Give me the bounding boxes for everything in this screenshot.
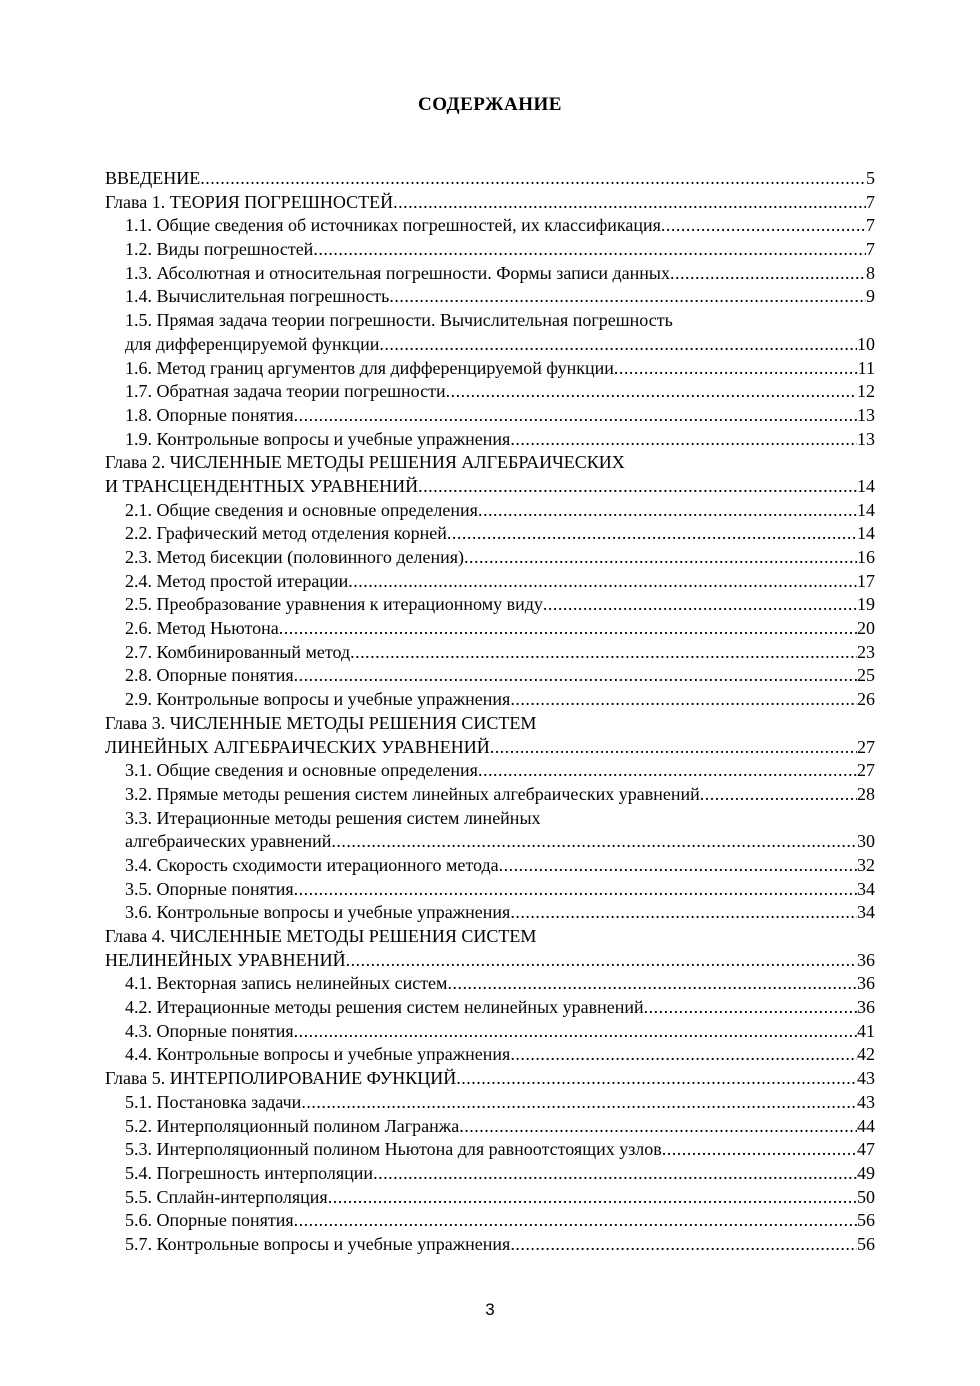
- toc-chapter-entry: [105, 451, 875, 475]
- toc-section-entry: [105, 1138, 875, 1162]
- toc-page-number: 7: [866, 215, 875, 236]
- toc-entry-title: 2.6. Метод Ньютона: [125, 618, 279, 639]
- toc-page-number: 27: [857, 736, 875, 757]
- toc-section-entry: [105, 570, 875, 594]
- toc-page-number: 36: [857, 949, 875, 970]
- toc-entry-title: 5.7. Контрольные вопросы и учебные упражнения: [125, 1233, 511, 1254]
- toc-entry-title: 2.7. Комбинированный метод: [125, 641, 351, 662]
- toc-section-entry: [105, 783, 875, 807]
- toc-page-number: 44: [857, 1115, 875, 1136]
- toc-entry-title: 4.2. Итерационные методы решения систем нелинейных уравнений: [125, 997, 644, 1018]
- toc-entry-title: для дифференцируемой функции: [125, 333, 380, 354]
- toc-section-entry: [105, 262, 875, 286]
- toc-leader-dots: [348, 570, 857, 594]
- toc-section-entry: [105, 830, 875, 854]
- toc-leader-dots: [670, 262, 866, 286]
- toc-page-number: 34: [857, 878, 875, 899]
- toc-section-entry: [105, 1186, 875, 1210]
- toc-page-number: 50: [857, 1186, 875, 1207]
- toc-section-entry: [105, 428, 875, 452]
- toc-page-number: 9: [866, 286, 875, 307]
- toc-leader-dots: [418, 475, 857, 499]
- toc-section-entry: [105, 380, 875, 404]
- toc-section-entry: [105, 901, 875, 925]
- toc-section-entry: [105, 214, 875, 238]
- toc-leader-dots: [510, 1233, 857, 1257]
- toc-leader-dots: [510, 428, 857, 452]
- toc-section-entry: [105, 664, 875, 688]
- toc-page-number: 42: [857, 1044, 875, 1065]
- toc-chapter-entry: [105, 191, 875, 215]
- page-number: 3: [485, 1300, 495, 1319]
- toc-leader-dots: [346, 949, 857, 973]
- toc-entry-title: 1.1. Общие сведения об источниках погрешностей, их классификация: [125, 215, 661, 236]
- toc-leader-dots: [447, 972, 857, 996]
- toc-page-number: 5: [866, 168, 875, 188]
- toc-entry-title: 1.6. Метод границ аргументов для дифференцируемой функции: [125, 357, 614, 378]
- toc-chapter-entry: [105, 1067, 875, 1091]
- toc-entry-title: 3.4. Скорость сходимости итерационного метода: [125, 854, 499, 875]
- toc-entry-title: 5.6. Опорные понятия: [125, 1210, 294, 1231]
- toc-entry-title: ВВЕДЕНИЕ: [105, 168, 201, 188]
- toc-entry-title: Глава 4. ЧИСЛЕННЫЕ МЕТОДЫ РЕШЕНИЯ СИСТЕМ: [105, 926, 537, 946]
- toc-entry-title: 5.3. Интерполяционный полином Ньютона для равноотстоящих узлов: [125, 1139, 662, 1160]
- toc-section-entry: [105, 1162, 875, 1186]
- toc-leader-dots: [499, 854, 857, 878]
- toc-leader-dots: [447, 522, 857, 546]
- toc-page-number: 47: [857, 1139, 875, 1160]
- toc-leader-dots: [200, 167, 866, 191]
- table-of-contents: [105, 167, 875, 1257]
- toc-page-number: 36: [857, 973, 875, 994]
- toc-chapter-entry: [105, 736, 875, 760]
- toc-leader-dots: [279, 617, 857, 641]
- toc-entry-title: Глава 1. ТЕОРИЯ ПОГРЕШНОСТЕЙ: [105, 191, 394, 212]
- toc-section-entry: [105, 1043, 875, 1067]
- toc-page-number: 43: [857, 1068, 875, 1089]
- toc-entry-title: Глава 2. ЧИСЛЕННЫЕ МЕТОДЫ РЕШЕНИЯ АЛГЕБРАИЧЕСКИХ: [105, 452, 625, 473]
- toc-entry-title: 1.9. Контрольные вопросы и учебные упражнения: [125, 428, 511, 449]
- toc-leader-dots: [478, 499, 857, 523]
- toc-entry-title: 5.1. Постановка задачи: [125, 1091, 302, 1112]
- toc-chapter-entry: [105, 475, 875, 499]
- toc-leader-dots: [644, 996, 857, 1020]
- toc-entry-title: 1.5. Прямая задача теории погрешности. Вычислительная погрешность: [125, 310, 673, 331]
- toc-leader-dots: [456, 1067, 857, 1091]
- toc-section-entry: [105, 1091, 875, 1115]
- toc-leader-dots: [490, 736, 857, 760]
- toc-entry-title: 5.4. Погрешность интерполяции: [125, 1162, 374, 1183]
- toc-section-entry: [105, 759, 875, 783]
- toc-entry-title: 2.3. Метод бисекции (половинного деления): [125, 547, 465, 567]
- toc-leader-dots: [393, 191, 866, 215]
- toc-entry-title: 1.3. Абсолютная и относительная погрешности. Формы записи данных: [125, 262, 670, 283]
- toc-leader-dots: [464, 546, 857, 570]
- toc-leader-dots: [379, 333, 857, 357]
- toc-page-number: 25: [857, 665, 875, 686]
- toc-leader-dots: [510, 688, 857, 712]
- toc-section-entry: [105, 688, 875, 712]
- toc-leader-dots: [459, 1115, 857, 1139]
- toc-section-entry: [105, 285, 875, 309]
- toc-page-number: 7: [866, 239, 875, 260]
- toc-leader-dots: [328, 1186, 857, 1210]
- toc-page-number: 32: [857, 854, 875, 875]
- toc-section-entry: [105, 854, 875, 878]
- toc-page-number: 28: [857, 783, 875, 804]
- toc-leader-dots: [294, 1209, 857, 1233]
- toc-entry-title: 2.1. Общие сведения и основные определения: [125, 499, 478, 520]
- toc-page-number: 56: [857, 1233, 875, 1254]
- toc-entry-title: 4.4. Контрольные вопросы и учебные упражнения: [125, 1044, 511, 1065]
- toc-page-number: 16: [857, 547, 875, 567]
- toc-entry-title: 2.5. Преобразование уравнения к итерационному виду: [125, 594, 543, 615]
- toc-leader-dots: [294, 1020, 857, 1044]
- toc-section-entry: [105, 593, 875, 617]
- toc-page-number: 13: [857, 428, 875, 449]
- page-title: СОДЕРЖАНИЕ: [418, 94, 562, 115]
- toc-section-entry: [105, 333, 875, 357]
- toc-page-number: 56: [857, 1210, 875, 1231]
- toc-page-number: 41: [857, 1020, 875, 1041]
- toc-entry-title: алгебраических уравнений: [125, 831, 332, 852]
- toc-leader-dots: [478, 759, 857, 783]
- toc-entry-title: 3.5. Опорные понятия: [125, 878, 294, 899]
- toc-section-entry: [105, 1209, 875, 1233]
- toc-entry-title: 5.5. Сплайн-интерполяция: [125, 1186, 328, 1207]
- toc-page-number: 43: [857, 1091, 875, 1112]
- toc-entry-title: 1.4. Вычислительная погрешность: [125, 286, 390, 307]
- toc-section-entry: [105, 357, 875, 381]
- toc-section-entry: [105, 996, 875, 1020]
- toc-leader-dots: [294, 404, 857, 428]
- toc-entry-title: 2.8. Опорные понятия: [125, 665, 294, 686]
- toc-section-entry: [105, 499, 875, 523]
- toc-page-number: 12: [857, 381, 875, 402]
- toc-page-number: 14: [857, 523, 875, 544]
- toc-leader-dots: [446, 380, 857, 404]
- toc-entry-title: 3.3. Итерационные методы решения систем линейных: [125, 807, 541, 828]
- toc-leader-dots: [294, 878, 857, 902]
- toc-page-number: 19: [857, 594, 875, 615]
- toc-entry-title: 3.1. Общие сведения и основные определения: [125, 760, 478, 781]
- toc-chapter-entry: [105, 925, 875, 949]
- toc-page-number: 13: [857, 404, 875, 425]
- toc-leader-dots: [350, 641, 857, 665]
- toc-leader-dots: [389, 285, 866, 309]
- toc-page-number: 23: [857, 641, 875, 662]
- toc-section-entry: [105, 309, 875, 333]
- toc-entry-title: ЛИНЕЙНЫХ АЛГЕБРАИЧЕСКИХ УРАВНЕНИЙ: [105, 736, 490, 757]
- toc-section-entry: [105, 617, 875, 641]
- toc-entry-title: 3.6. Контрольные вопросы и учебные упражнения: [125, 902, 511, 923]
- toc-page-number: 7: [866, 191, 875, 212]
- toc-section-entry: [105, 1115, 875, 1139]
- toc-leader-dots: [373, 1162, 857, 1186]
- toc-chapter-entry: [105, 949, 875, 973]
- toc-page-number: 11: [857, 357, 875, 378]
- toc-section-entry: [105, 238, 875, 262]
- toc-page-number: 14: [857, 475, 875, 496]
- toc-entry-title: Глава 5. ИНТЕРПОЛИРОВАНИЕ ФУНКЦИЙ: [105, 1068, 457, 1089]
- toc-chapter-entry: [105, 712, 875, 736]
- toc-section-entry: [105, 522, 875, 546]
- toc-entry-title: 1.2. Виды погрешностей: [125, 239, 314, 260]
- toc-section-entry: [105, 1233, 875, 1257]
- toc-section-entry: [105, 641, 875, 665]
- toc-page-number: 26: [857, 689, 875, 710]
- toc-leader-dots: [331, 830, 857, 854]
- toc-entry-title: Глава 3. ЧИСЛЕННЫЕ МЕТОДЫ РЕШЕНИЯ СИСТЕМ: [105, 712, 537, 733]
- toc-entry-title: 4.3. Опорные понятия: [125, 1020, 294, 1041]
- toc-section-entry: [105, 1020, 875, 1044]
- toc-entry-title: 4.1. Векторная запись нелинейных систем: [125, 973, 448, 994]
- toc-leader-dots: [614, 357, 858, 381]
- toc-entry-title: 2.2. Графический метод отделения корней: [125, 523, 447, 544]
- toc-section-entry: [105, 807, 875, 831]
- toc-entry-title: 2.4. Метод простой итерации: [125, 570, 349, 591]
- toc-page-number: 49: [857, 1162, 875, 1183]
- toc-page-number: 14: [857, 499, 875, 520]
- toc-entry-title: 3.2. Прямые методы решения систем линейных алгебраических уравнений: [125, 783, 700, 804]
- toc-leader-dots: [294, 664, 857, 688]
- toc-leader-dots: [700, 783, 857, 807]
- toc-leader-dots: [510, 901, 857, 925]
- toc-section-entry: [105, 878, 875, 902]
- toc-leader-dots: [510, 1043, 857, 1067]
- toc-page-number: 30: [857, 831, 875, 852]
- toc-leader-dots: [661, 214, 866, 238]
- toc-page-number: 36: [857, 997, 875, 1018]
- toc-page-number: 8: [866, 262, 875, 283]
- toc-page-number: 10: [857, 333, 875, 354]
- toc-chapter-entry: [105, 167, 875, 191]
- toc-section-entry: [105, 972, 875, 996]
- toc-leader-dots: [543, 593, 857, 617]
- toc-page-number: 27: [857, 760, 875, 781]
- toc-entry-title: НЕЛИНЕЙНЫХ УРАВНЕНИЙ: [105, 949, 346, 970]
- toc-entry-title: 5.2. Интерполяционный полином Лагранжа: [125, 1115, 460, 1136]
- toc-entry-title: 2.9. Контрольные вопросы и учебные упражнения: [125, 689, 511, 710]
- toc-page-number: 17: [857, 570, 875, 591]
- toc-entry-title: 1.7. Обратная задача теории погрешности: [125, 381, 446, 402]
- toc-section-entry: [105, 404, 875, 428]
- toc-leader-dots: [313, 238, 866, 262]
- toc-leader-dots: [662, 1138, 857, 1162]
- toc-leader-dots: [301, 1091, 857, 1115]
- toc-page-number: 34: [857, 902, 875, 923]
- toc-entry-title: И ТРАНСЦЕНДЕНТНЫХ УРАВНЕНИЙ: [105, 475, 419, 496]
- toc-entry-title: 1.8. Опорные понятия: [125, 404, 294, 425]
- toc-page-number: 20: [857, 618, 875, 639]
- toc-section-entry: [105, 546, 875, 570]
